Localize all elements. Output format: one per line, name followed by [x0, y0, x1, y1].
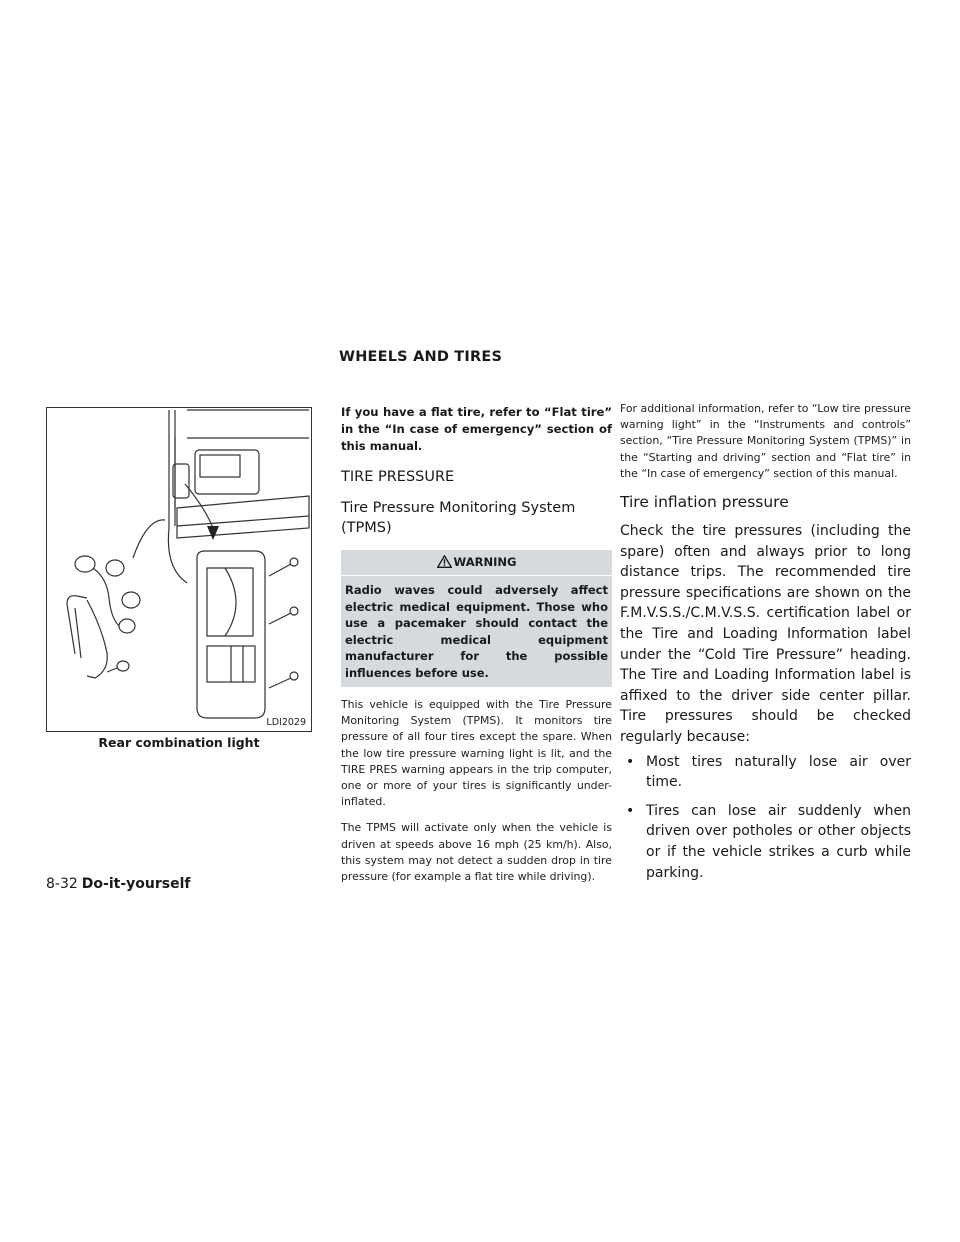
- tpms-paragraph-1: This vehicle is equipped with the Tire Pressure Monitoring System (TPMS). It monitors tire pressure of all four tires except the spare. When the low tire pressure warning light is lit, and the TIRE PRES warning appears in the trip computer, one or more of your tires is significantly under-inflated.: [341, 698, 612, 809]
- list-item: • Tires can lose air suddenly when driven over potholes or other objects or if the vehicle strikes a curb while parking.: [626, 802, 911, 881]
- flat-tire-intro: If you have a flat tire, refer to “Flat tire” in the “In case of emergency” section of this manual.: [341, 405, 612, 453]
- figure-caption: Rear combination light: [98, 735, 260, 750]
- list-item: • Most tires naturally lose air over time.: [626, 753, 911, 791]
- warning-title: WARNING: [453, 555, 517, 569]
- rear-combination-light-figure: [46, 407, 312, 732]
- right-column: [620, 401, 911, 891]
- warning-triangle-icon: [437, 555, 452, 571]
- warning-header: [341, 550, 612, 576]
- middle-column: [341, 404, 612, 885]
- page-footer: [46, 876, 190, 892]
- figure-id: LDI2029: [266, 717, 306, 728]
- tpms-paragraph-2: The TPMS will activate only when the vehicle is driven at speeds above 16 mph (25 km/h). Also, this system may not detect a sudden drop in tire pressure (for example a flat tire while driving).: [341, 821, 612, 884]
- heading-tpms: Tire Pressure Monitoring System (TPMS): [341, 500, 576, 536]
- section-header: WHEELS AND TIRES: [339, 349, 503, 365]
- warning-box: [341, 550, 612, 687]
- page-number: 8-32: [46, 876, 78, 892]
- additional-info-paragraph: For additional information, refer to “Low tire pressure warning light” in the “Instruments and controls” section, “Tire Pressure Monitoring System (TPMS)” in the “Starting and driving” section and “Flat tire” in the “In case of emergency” section of this manual.: [620, 402, 911, 480]
- reasons-list: [620, 752, 911, 884]
- heading-tire-pressure: TIRE PRESSURE: [341, 469, 455, 485]
- warning-text: Radio waves could adversely affect electric medical equipment. Those who use a pacemaker should contact the electric medical equipment manufacturer for the possible influences before use.: [345, 583, 608, 680]
- rear-combination-light-illustration: [47, 408, 311, 731]
- heading-tire-inflation-pressure: Tire inflation pressure: [620, 493, 789, 512]
- footer-section-name: Do-it-yourself: [81, 876, 191, 892]
- tire-inflation-paragraph: Check the tire pressures (including the spare) often and always prior to long distance trips. The recommended tire pressure specifications are shown on the F.M.V.S.S./C.M.V.S.S. certification label or the Tire and Loading Information label under the “Cold Tire Pressure” heading. The Tire and Loading Information label is affixed to the driver side center pillar. Tire pressures should be checked regularly because:: [620, 523, 911, 745]
